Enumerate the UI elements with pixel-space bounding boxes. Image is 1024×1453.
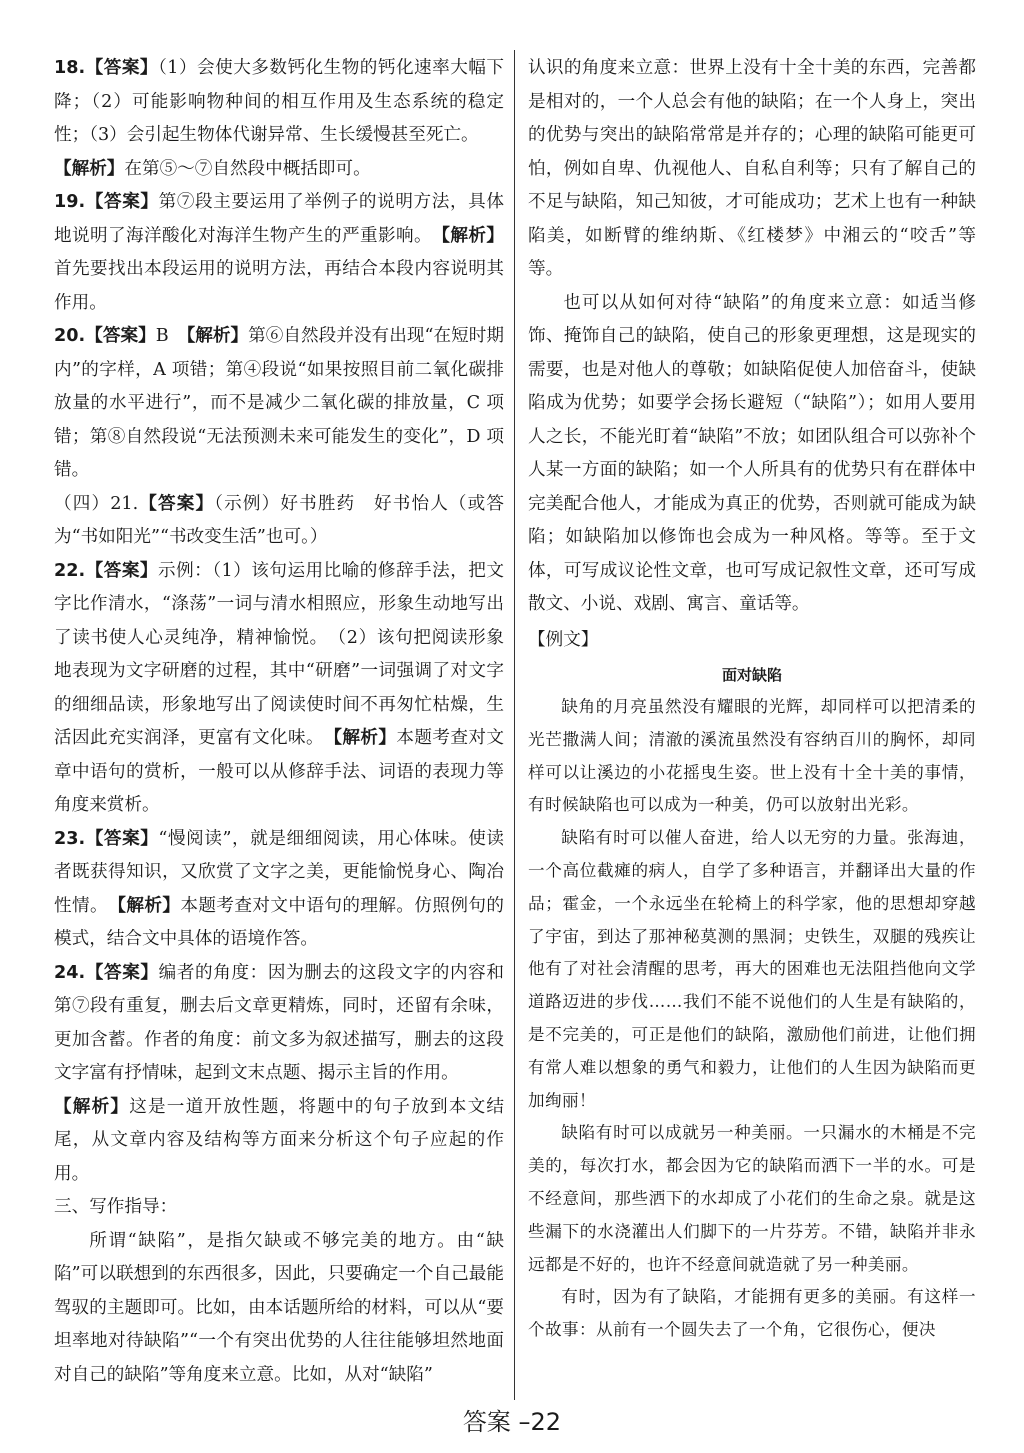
q18-analysis: 【解析】在第⑤～⑦自然段中概括即可。: [54, 158, 371, 179]
q20: 20.【答案】B 【解析】第⑥自然段并没有出现“在短时期内”的字样，A 项错；第④段说“如果按照目前二氧化碳排放量的水平进行”，而不是减少二氧化碳的排放量，C 项错；第⑧自然段说“无法预测未来可能发生的变化”，D 项错。: [54, 326, 504, 480]
right-column: [528, 52, 976, 1347]
page-number: 答案 –22: [462, 1408, 562, 1436]
guide-paragraph-1-cont: 认识的角度来立意：世界上没有十全十美的东西，完善都是相对的，一个人总会有他的缺陷；在一个人身上，突出的优势与突出的缺陷常常是并存的；心理的缺陷可能更可怕，例如自卑、仇视他人、自私自利等；只有了解自己的不足与缺陷，知己知彼，才可能成功；艺术上也有一种缺陷美，如断臂的维纳斯、《红楼梦》中湘云的“咬舌”等等。: [528, 58, 976, 279]
essay-label: 【例文】: [528, 629, 599, 650]
essay-paragraph: 有时，因为有了缺陷，才能拥有更多的美丽。有这样一个故事：从前有一个圆失去了一个角，它很伤心，便决: [528, 1287, 976, 1340]
essay-body: [528, 691, 976, 1347]
q21: （四）21.【答案】（示例）好书胜药 好书怡人（或答为“书如阳光”“书改变生活”也可。）: [54, 493, 504, 547]
guide-paragraph-2: 也可以从如何对待“缺陷”的角度来立意：如适当修饰、掩饰自己的缺陷，使自己的形象更理想，这是现实的需要，也是对他人的尊敬；如缺陷促使人加倍奋斗，使缺陷成为优势；如要学会扬长避短（“缺陷”）；如用人要用人之长，不能光盯着“缺陷”不放；如团队组合可以弥补个人某一方面的缺陷；如一个人所具有的优势只有在群体中完美配合他人，才能成为真正的优势，否则就可能成为缺陷；如缺陷加以修饰也会成为一种风格。等等。至于文体，可写成议论性文章，也可写成记叙性文章，还可写成散文、小说、戏剧、寓言、童话等。: [528, 292, 976, 614]
guide-paragraph-1: 所谓“缺陷”，是指欠缺或不够完美的地方。由“缺陷”可以联想到的东西很多，因此，只要确定一个自己最能驾驭的主题即可。比如，由本话题所给的材料，可以从“要坦率地对待缺陷”“一个有突出优势的人往往能够坦然地面对自己的缺陷”等角度来立意。比如，从对“缺陷”: [54, 1230, 504, 1385]
essay-paragraph: 缺陷有时可以成就另一种美丽。一只漏水的木桶是不完美的，每次打水，都会因为它的缺陷而洒下一半的水。可是不经意间，那些洒下的水却成了小花们的生命之泉。就是这些漏下的水浇灌出人们脚下的一片芬芳。不错，缺陷并非永远都是不好的，也许不经意间就造就了另一种美丽。: [528, 1123, 976, 1274]
q23: 23.【答案】“慢阅读”，就是细细阅读，用心体味。使读者既获得知识，又欣赏了文字之美，更能愉悦身心、陶冶性情。 【解析】本题考查对文中语句的理解。仿照例句的模式，结合文中具体的语境作答。: [54, 828, 504, 949]
column-divider: [514, 50, 515, 1400]
essay-title: 面对缺陷: [721, 666, 782, 684]
left-column: [54, 52, 504, 1392]
q24-analysis: 【解析】这是一道开放性题，将题中的句子放到本文结尾，从文章内容及结构等方面来分析这个句子应起的作用。: [54, 1096, 504, 1184]
section-heading: 三、写作指导：: [54, 1197, 178, 1217]
essay-paragraph: 缺角的月亮虽然没有耀眼的光辉，却同样可以把清柔的光芒撒满人间；清澈的溪流虽然没有容纳百川的胸怀，却同样可以让溪边的小花摇曳生姿。世上没有十全十美的事情，有时候缺陷也可以成为一种美，仍可以放射出光彩。: [528, 697, 976, 815]
q18: 18.【答案】（1）会使大多数钙化生物的钙化速率大幅下降；（2）可能影响物种间的相互作用及生态系统的稳定性；（3）会引起生物体代谢异常、生长缓慢甚至死亡。: [54, 58, 504, 145]
essay-paragraph: 缺陷有时可以催人奋进，给人以无穷的力量。张海迪，一个高位截瘫的病人，自学了多种语言，并翻译出大量的作品；霍金，一个永远坐在轮椅上的科学家，他的思想却穿越了宇宙，到达了那神秘莫测的黑洞；史铁生，双腿的残疾让他有了对社会清醒的思考，再大的困难也无法阻挡他向文学道路迈进的步伐……我们不能不说他们的人生是有缺陷的，是不完美的，可正是他们的缺陷，激励他们前进，让他们拥有常人难以想象的勇气和毅力，让他们的人生因为缺陷而更加绚丽！: [528, 828, 976, 1110]
q19: 19.【答案】第⑦段主要运用了举例子的说明方法，具体地说明了海洋酸化对海洋生物产生的严重影响。 【解析】首先要找出本段运用的说明方法，再结合本段内容说明其作用。: [54, 192, 504, 313]
q22: 22.【答案】示例：（1）该句运用比喻的修辞手法，把文字比作清水，“涤荡”一词与清水相照应，形象生动地写出了读书使人心灵纯净，精神愉悦。 （2）该句把阅读形象地表现为文字研磨的过程，其中“研磨”一词强调了对文字的细细品读，形象地写出了阅读使时间不再匆忙枯燥，生活因此充实润泽，更富有文化味。 【解析】本题考查对文章中语句的赏析，一般可以从修辞手法、词语的表现力等角度来赏析。: [54, 560, 504, 815]
q24: 24.【答案】编者的角度：因为删去的这段文字的内容和第⑦段有重复，删去后文章更精炼，同时，还留有余味，更加含蓄。作者的角度：前文多为叙述描写，删去的这段文字富有抒情味，起到文末点题、揭示主旨的作用。: [54, 962, 504, 1083]
